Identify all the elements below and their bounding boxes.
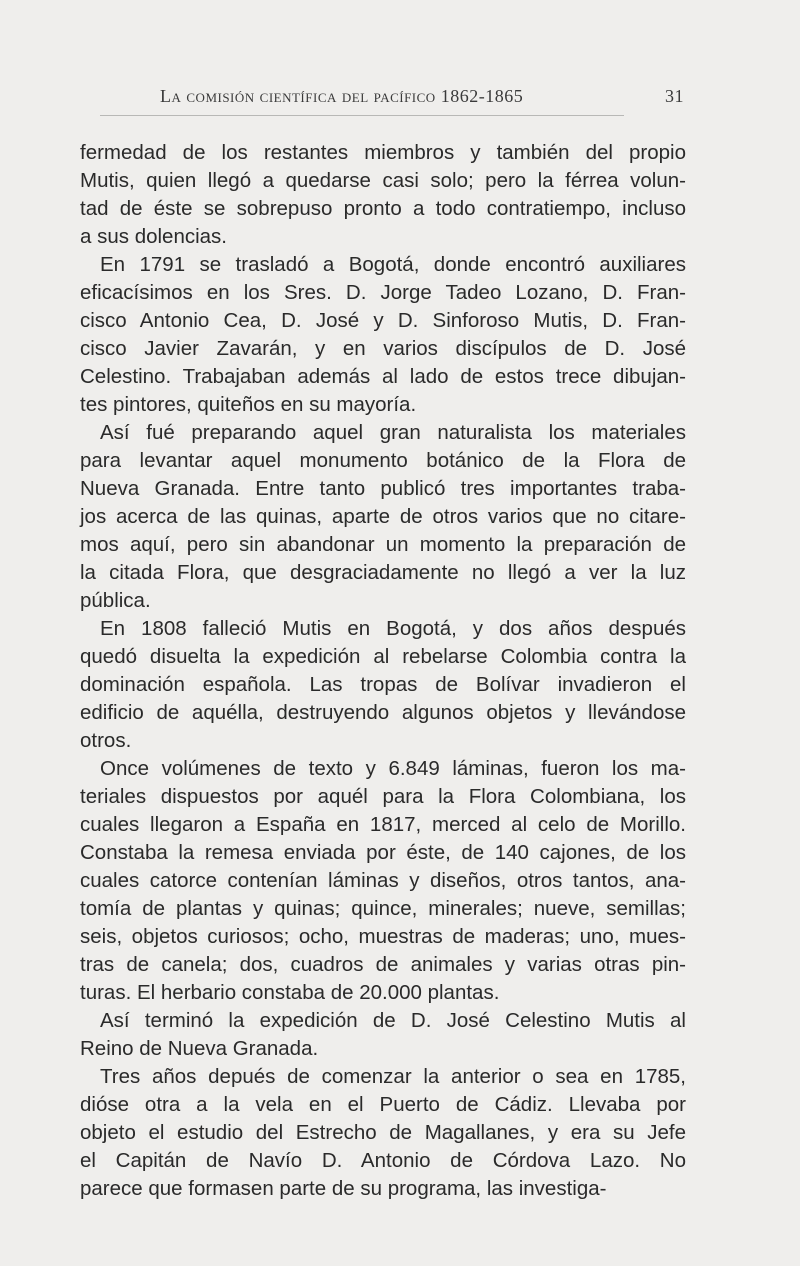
text-line: fermedad de los restantes miembros y también del propio — [80, 141, 686, 164]
header-rule — [100, 115, 624, 116]
text-line: tad de éste se sobrepuso pronto a todo contratiempo, incluso — [80, 197, 686, 220]
text-line: edificio de aquélla, destruyendo algunos objetos y llevándose — [80, 701, 686, 724]
text-line: cisco Javier Zavarán, y en varios discípulos de D. José — [80, 337, 686, 360]
paragraph — [80, 139, 686, 251]
paragraph — [80, 251, 686, 419]
text-line: seis, objetos curiosos; ocho, muestras de maderas; uno, mues- — [80, 925, 686, 948]
body-text — [80, 139, 686, 1203]
text-line: mos aquí, pero sin abandonar un momento la preparación de — [80, 533, 686, 556]
text-line: eficacísimos en los Sres. D. Jorge Tadeo Lozano, D. Fran- — [80, 281, 686, 304]
text-line: cuales catorce contenían láminas y diseños, otros tantos, ana- — [80, 869, 686, 892]
text-line: pública. — [80, 589, 151, 612]
text-line: a sus dolencias. — [80, 225, 228, 248]
paragraph — [80, 419, 686, 615]
text-line: objeto el estudio del Estrecho de Magallanes, y era su Jefe — [80, 1121, 686, 1144]
text-line: dióse otra a la vela en el Puerto de Cádiz. Llevaba por — [80, 1093, 686, 1116]
paragraph — [80, 755, 686, 1007]
paragraph — [80, 615, 686, 755]
text-line: Constaba la remesa enviada por éste, de 140 cajones, de los — [80, 841, 686, 864]
text-line: Nueva Granada. Entre tanto publicó tres importantes traba- — [80, 477, 686, 500]
text-line: Mutis, quien llegó a quedarse casi solo; pero la férrea volun- — [80, 169, 686, 192]
text-line: otros. — [80, 729, 132, 752]
running-header — [160, 86, 684, 110]
text-line: tomía de plantas y quinas; quince, minerales; nueve, semillas; — [80, 897, 686, 920]
running-title: La comisión científica del pacífico 1862-1865 — [160, 86, 524, 106]
text-line: quedó disuelta la expedición al rebelarse Colombia contra la — [80, 645, 686, 668]
page-number: 31 — [665, 86, 684, 106]
text-line: para levantar aquel monumento botánico de la Flora de — [80, 449, 686, 472]
text-line: Tres años depués de comenzar la anterior o sea en 1785, — [100, 1065, 686, 1088]
paragraph — [80, 1007, 686, 1063]
text-line: teriales dispuestos por aquél para la Flora Colombiana, los — [80, 785, 686, 808]
text-line: dominación española. Las tropas de Bolívar invadieron el — [80, 673, 686, 696]
paragraph — [80, 1063, 686, 1203]
text-line: jos acerca de las quinas, aparte de otros varios que no citare- — [80, 505, 686, 528]
text-line: cuales llegaron a España en 1817, merced al celo de Morillo. — [80, 813, 686, 836]
text-line: cisco Antonio Cea, D. José y D. Sinforoso Mutis, D. Fran- — [80, 309, 686, 332]
text-line: la citada Flora, que desgraciadamente no llegó a ver la luz — [80, 561, 686, 584]
text-line: En 1808 falleció Mutis en Bogotá, y dos años después — [100, 617, 686, 640]
text-line: Así terminó la expedición de D. José Celestino Mutis al — [100, 1009, 686, 1032]
text-line: parece que formasen parte de su programa, las investiga- — [80, 1177, 607, 1200]
text-line: Así fué preparando aquel gran naturalista los materiales — [100, 421, 686, 444]
text-line: En 1791 se trasladó a Bogotá, donde encontró auxiliares — [100, 253, 686, 276]
text-line: el Capitán de Navío D. Antonio de Córdova Lazo. No — [80, 1149, 686, 1172]
text-line: tes pintores, quiteños en su mayoría. — [80, 393, 417, 416]
text-line: turas. El herbario constaba de 20.000 plantas. — [80, 981, 500, 1004]
text-line: Reino de Nueva Granada. — [80, 1037, 319, 1060]
text-line: tras de canela; dos, cuadros de animales y varias otras pin- — [80, 953, 686, 976]
text-line: Once volúmenes de texto y 6.849 láminas, fueron los ma- — [100, 757, 686, 780]
text-line: Celestino. Trabajaban además al lado de estos trece dibujan- — [80, 365, 686, 388]
